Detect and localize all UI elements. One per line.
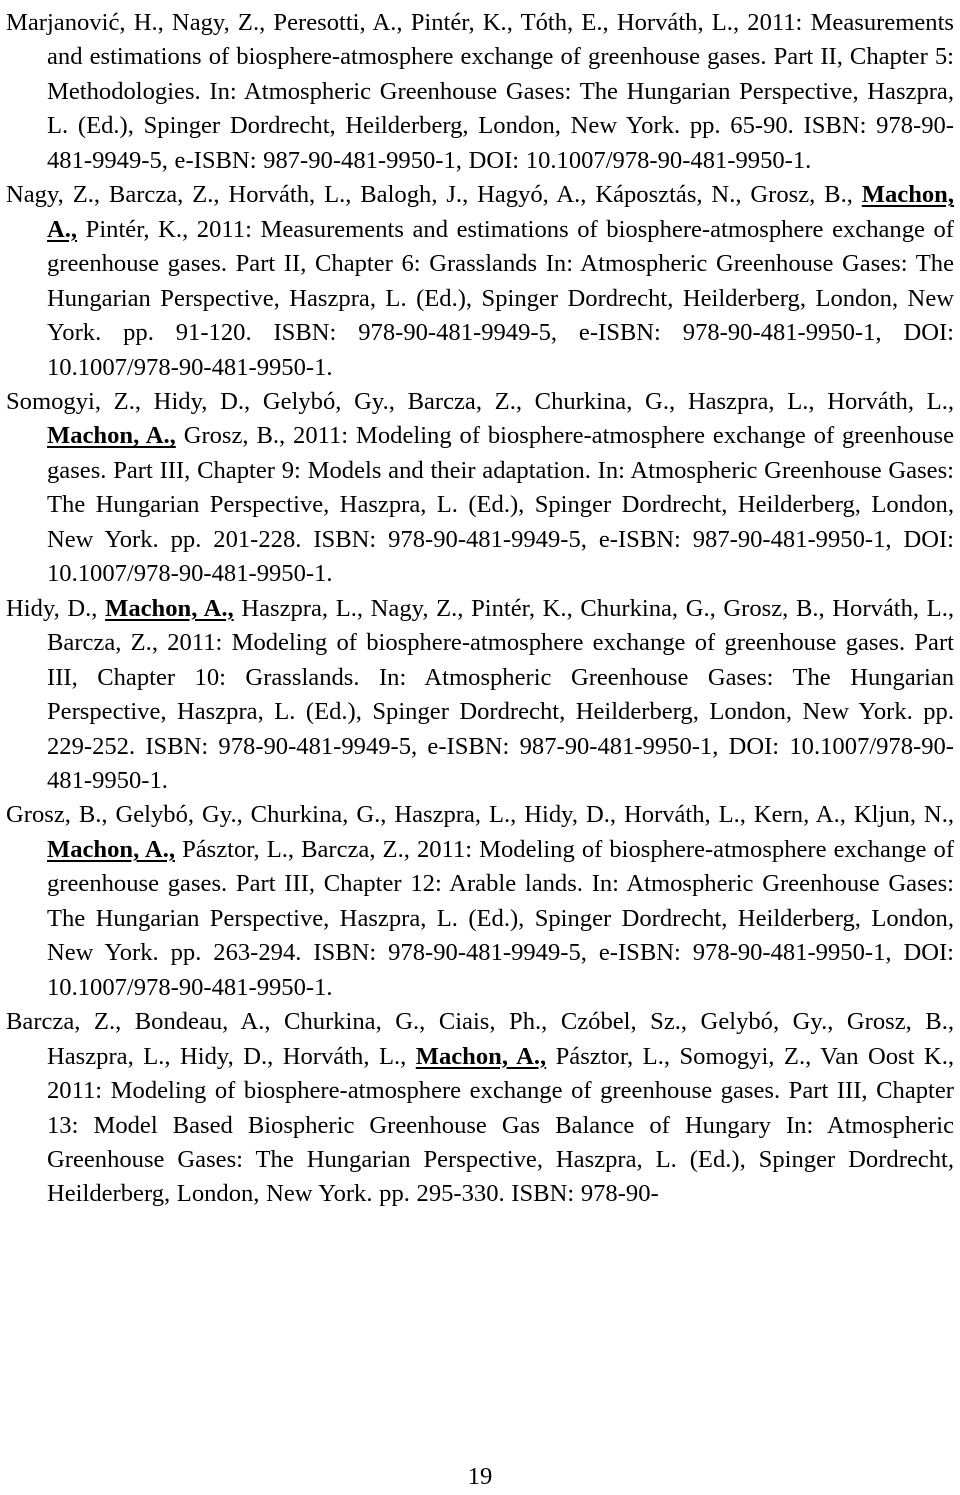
reference-text: Pásztor, L., Barcza, Z., 2011: Modeling of biosphere-atmosphere exchange of greenhouse gases. Part III, Chapter 12: Arable lands. In: Atmospheric Greenhouse Gases: The Hungarian Perspective, Haszpra, L. (Ed.), Spinger Dordrecht, Heilderberg, London, New York. pp. 263-294. ISBN: 978-90-481-9949-5, e-ISBN: 978-90-481-9950-1, DOI: 10.1007/978-90-481-9950-1. xyxy=(47,835,955,1001)
reference-text: Pintér, K., 2011: Measurements and estimations of biosphere-atmosphere exchange of greenhouse gases. Part II, Chapter 6: Grasslands In: Atmospheric Greenhouse Gases: The Hungarian Perspective, Haszpra, L. (Ed.), Spinger Dordrecht, Heilderberg, London, New York. pp. 91-120. ISBN: 978-90-481-9949-5, e-ISBN: 978-90-481-9950-1, DOI: 10.1007/978-90-481-9950-1. xyxy=(47,215,954,381)
reference-text: Grosz, B., Gelybó, Gy., Churkina, G., Haszpra, L., Hidy, D., Horváth, L., Kern, A., Kljun, N., xyxy=(6,801,954,829)
highlighted-author: Machon, A., xyxy=(47,835,175,863)
reference-entry xyxy=(6,385,954,592)
reference-entry xyxy=(6,1005,954,1212)
reference-entry xyxy=(6,592,954,799)
reference-text: Hidy, D., xyxy=(6,594,106,622)
reference-text: Pásztor, L., Somogyi, Z., Van Oost K., 2011: Modeling of biosphere-atmosphere exchange of greenhouse gases. Part III, Chapter 13: Model Based Biospheric Greenhouse Gas Balance of Hungary In: Atmospheric Greenhouse Gases: The Hungarian Perspective, Haszpra, L. (Ed.), Spinger Dordrecht, Heilderberg, London, New York. pp. 295-330. ISBN: 978-90- xyxy=(47,1042,954,1208)
reference-list xyxy=(6,6,954,1212)
reference-text: Marjanović, H., Nagy, Z., Peresotti, A., Pintér, K., Tóth, E., Horváth, L., 2011: Measurements and estimations of biosphere-atmosphere exchange of greenhouse gases. Part II, Chapter 5: Methodologies. In: Atmospheric Greenhouse Gases: The Hungarian Perspective, Haszpra, L. (Ed.), Spinger Dordrecht, Heilderberg, London, New York. pp. 65-90. ISBN: 978-90-481-9949-5, e-ISBN: 987-90-481-9950-1, DOI: 10.1007/978-90-481-9950-1. xyxy=(6,9,954,174)
highlighted-author: Machon, A., xyxy=(415,1042,547,1070)
reference-text: Somogyi, Z., Hidy, D., Gelybó, Gy., Barcza, Z., Churkina, G., Haszpra, L., Horváth, L., xyxy=(6,387,954,415)
highlighted-author: Machon, A., xyxy=(105,594,234,622)
reference-entry xyxy=(6,798,954,1005)
highlighted-author: Machon, A., xyxy=(47,422,176,450)
page-number: 19 xyxy=(467,1463,493,1490)
reference-entry xyxy=(6,178,954,385)
reference-text: Barcza, Z., Bondeau, A., Churkina, G., Ciais, Ph., Czóbel, Sz., Gelybó, Gy., Grosz, B., Haszpra, L., Hidy, D., Horváth, L., xyxy=(6,1008,954,1070)
highlighted-author: Machon, A., xyxy=(47,181,954,243)
reference-entry xyxy=(6,6,954,178)
reference-text: Haszpra, L., Nagy, Z., Pintér, K., Churkina, G., Grosz, B., Horváth, L., Barcza, Z., 2011: Modeling of biosphere-atmosphere exchange of greenhouse gases. Part III, Chapter 10: Grasslands. In: Atmospheric Greenhouse Gases: The Hungarian Perspective, Haszpra, L. (Ed.), Spinger Dordrecht, Heilderberg, London, New York. pp. 229-252. ISBN: 978-90-481-9949-5, e-ISBN: 987-90-481-9950-1, DOI: 10.1007/978-90-481-9950-1. xyxy=(47,594,955,794)
reference-text: Grosz, B., 2011: Modeling of biosphere-atmosphere exchange of greenhouse gases. Part III, Chapter 9: Models and their adaptation. In: Atmospheric Greenhouse Gases: The Hungarian Perspective, Haszpra, L. (Ed.), Spinger Dordrecht, Heilderberg, London, New York. pp. 201-228. ISBN: 978-90-481-9949-5, e-ISBN: 987-90-481-9950-1, DOI: 10.1007/978-90-481-9950-1. xyxy=(47,422,954,588)
reference-text: Nagy, Z., Barcza, Z., Horváth, L., Balogh, J., Hagyó, A., Káposztás, N., Grosz, B., xyxy=(6,181,862,209)
